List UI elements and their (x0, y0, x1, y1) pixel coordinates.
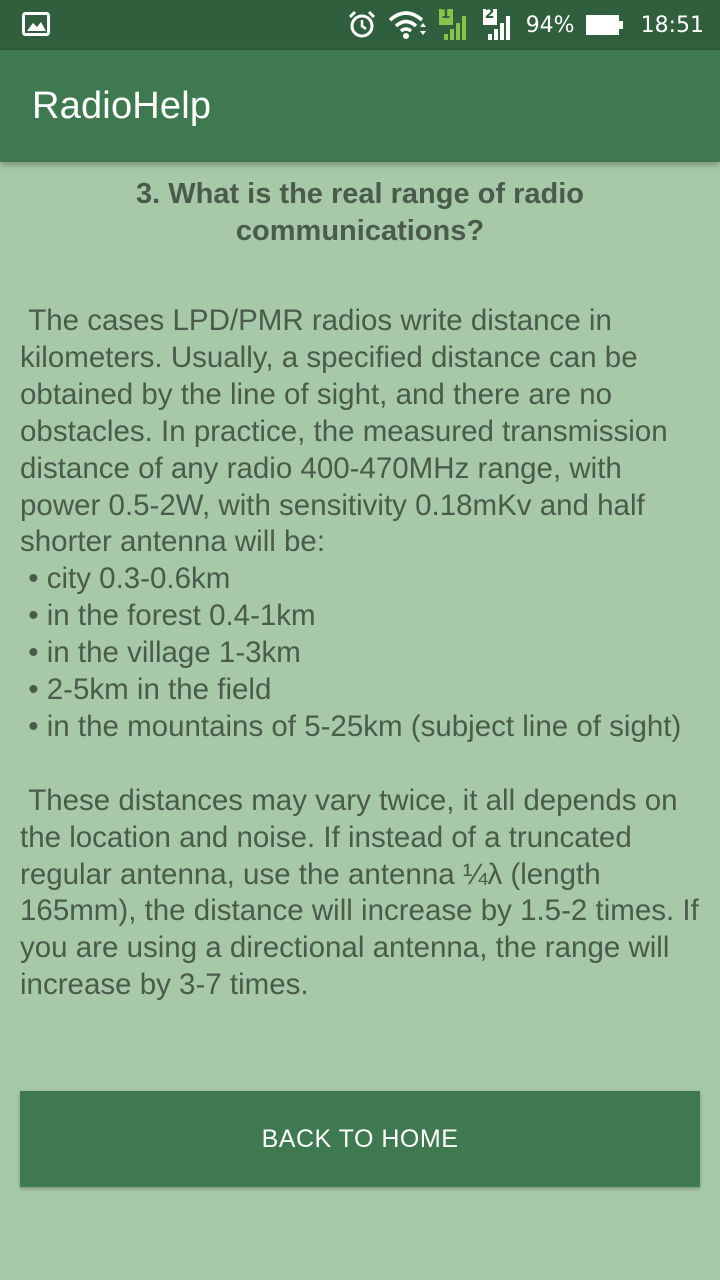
list-item: • 2-5km in the field (20, 673, 272, 707)
list-item: • city 0.3-0.6km (20, 562, 231, 596)
app-bar (0, 50, 720, 162)
sim1-signal-icon (438, 8, 472, 42)
wifi-icon (388, 9, 428, 41)
paragraph-gap (20, 746, 700, 783)
battery-icon (585, 13, 625, 37)
status-bar (0, 0, 720, 50)
question-heading: 3. What is the real range of radio communications? (136, 178, 584, 247)
list-item: • in the forest 0.4-1km (20, 599, 316, 633)
list-item: • in the mountains of 5-25km (subject line of sight) (20, 709, 682, 743)
sim2-label: 2 (484, 6, 495, 22)
battery-percent: 94% (525, 12, 575, 38)
gallery-icon (22, 12, 50, 36)
back-to-home-button[interactable]: BACK TO HOME (20, 1091, 700, 1187)
article (20, 162, 707, 1004)
sim2-signal-icon (482, 8, 516, 42)
answer-text (20, 303, 707, 1004)
intro-paragraph: The cases LPD/PMR radios write distance in kilometers. Usually, a specified distance can be obtained by the line of sight, and there are no obstacles. In practice, the measured transmission distance of any radio 400-470MHz range, with power 0.5-2W, with sensitivity 0.18mKv and half shorter antenna will be: (20, 304, 676, 559)
outro-paragraph: These distances may vary twice, it all depends on the location and noise. If instead of a truncated regular antenna, use the antenna ¼λ (length 165mm), the distance will increase by 1.5-2 times. If you are using a directional antenna, the range will increase by 3-7 times. (20, 783, 707, 1002)
app-title: RadioHelp (32, 85, 212, 127)
list-item: • in the village 1-3km (20, 636, 301, 670)
sim1-label: 1 (440, 6, 451, 22)
alarm-icon (346, 9, 378, 41)
clock: 18:51 (640, 12, 704, 38)
status-icons (346, 0, 704, 50)
